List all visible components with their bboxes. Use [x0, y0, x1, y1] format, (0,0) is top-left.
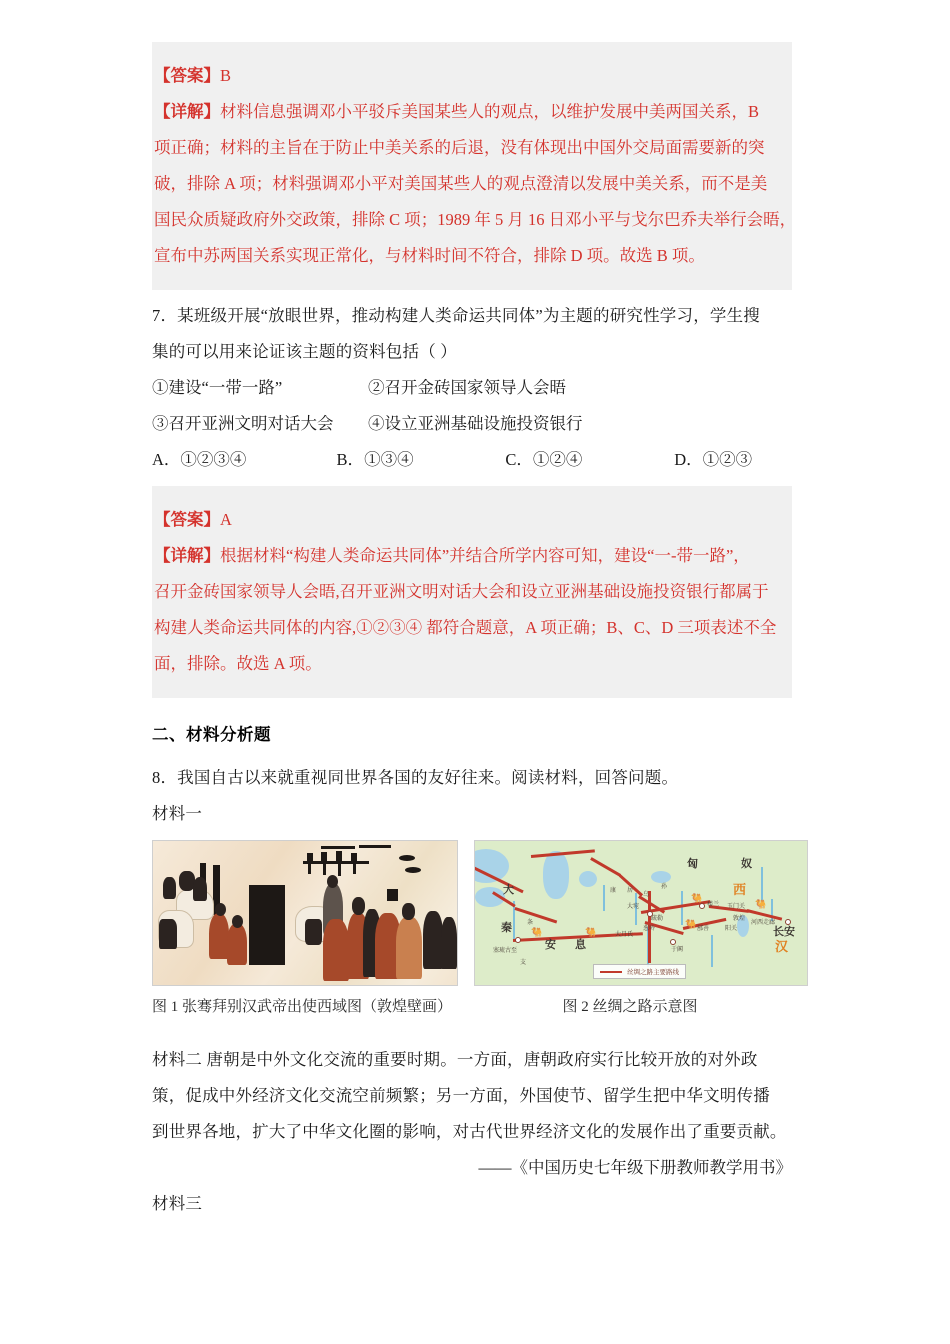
map-label-17: 大月氏	[615, 931, 634, 938]
map-label-7: 息	[575, 938, 586, 951]
camel-icon-3: 🐫	[691, 893, 703, 903]
question-7-choices	[152, 442, 792, 478]
figure-1-dunhuang-mural-image	[152, 840, 458, 986]
spacer-after-q7-panel	[152, 698, 792, 718]
figure-container	[152, 840, 795, 986]
choice-c-key: C．	[505, 450, 533, 469]
question-7-stem-line-1: 集的可以用来论证该主题的资料包括（ ）	[152, 342, 457, 361]
question-7-sub-option-4: ④设立亚洲基础设施投资银行	[368, 414, 583, 433]
mural-kneeling-figure-1	[209, 913, 229, 959]
map-legend	[593, 964, 686, 979]
material-two-line-1: 策，促成中外经济文化交流空前频繁；另一方面，外国使节、留学生把中华文明传播	[152, 1086, 770, 1105]
map-label-23: 阳关	[725, 925, 738, 932]
camel-icon-1: 🐫	[531, 927, 543, 937]
map-label-5: 秦	[501, 921, 512, 934]
mural-kneeling-head-2	[232, 915, 243, 928]
panel-top-spacer	[152, 42, 792, 58]
mural-canopy-2	[359, 845, 391, 848]
explain-line-q7-3: 面，排除。故选 A 项。	[154, 654, 322, 673]
map-label-14: 大宛	[627, 903, 640, 910]
mural-standing-figure-dark-6	[423, 911, 443, 969]
map-label-24: 河西走廊	[751, 919, 776, 926]
answer-value-q7: A	[220, 510, 232, 529]
document-content	[152, 42, 797, 1222]
mural-procession-leg-1	[308, 864, 311, 874]
choice-b-text: ①③④	[364, 450, 414, 469]
answer-label-q7: 【答案】	[154, 510, 220, 529]
mural-standing-head-2	[352, 897, 365, 915]
explain-line-q7-0	[152, 538, 792, 574]
question-7-sub-option-2: ②召开金砖国家领导人会晤	[368, 378, 566, 397]
mural-standing-head-5	[402, 903, 415, 920]
map-label-16: 葱岭	[643, 925, 656, 932]
mural-procession-figure-3	[336, 851, 342, 863]
map-label-25: 长安	[773, 925, 795, 938]
mural-standing-figure-dark-7	[441, 917, 457, 969]
map-label-9: 支	[520, 959, 527, 966]
map-river-7	[761, 867, 763, 901]
explain-line-q7-1: 召开金砖国家领导人会晤,召开亚洲文明对话大会和设立亚洲基础设施投资银行都属于	[154, 582, 769, 601]
choice-a[interactable]	[152, 442, 337, 478]
mural-standing-figure-5	[396, 917, 422, 979]
explain-text-q6-0: 材料信息强调邓小平驳斥美国某些人的观点，以维护发展中美两国关系，B	[220, 102, 760, 121]
map-river-5	[681, 891, 683, 925]
choice-d-text: ①②③	[702, 450, 753, 469]
spacer-after-q6-panel	[152, 290, 792, 298]
map-label-12: 乌	[643, 891, 650, 898]
figure-captions	[152, 986, 792, 1022]
mural-procession-figure-4	[351, 853, 357, 863]
map-label-20: 楼兰	[707, 901, 720, 908]
choice-b[interactable]	[337, 442, 506, 478]
answer-panel-q6	[152, 42, 797, 290]
mural-canopy	[321, 846, 355, 849]
explain-line-q6-4: 宣布中苏两国关系实现正常化，与材料时间不符合，排除 D 项。故选 B 项。	[154, 246, 705, 265]
mural-standing-figure-1	[323, 919, 349, 981]
choice-b-key: B．	[336, 450, 365, 469]
mural-figure-dark-1	[163, 877, 176, 899]
answer-line-q7	[152, 502, 792, 538]
map-label-13: 孙	[661, 883, 668, 890]
spacer-before-q7-panel	[152, 478, 792, 486]
camel-icon-2: 🐫	[585, 927, 597, 937]
map-label-0: 匈	[687, 857, 698, 870]
map-river-6	[711, 935, 713, 967]
map-label-4: 大	[503, 883, 514, 896]
map-label-1: 奴	[741, 857, 752, 870]
section-heading-2: 二、材料分析题	[152, 725, 271, 744]
choice-c-text: ①②④	[532, 450, 583, 469]
mural-procession-leg-2	[323, 864, 326, 875]
map-label-2: 西	[733, 883, 747, 898]
mural-distant-figure-1	[399, 855, 415, 861]
choice-d[interactable]	[674, 442, 792, 478]
camel-icon-5: 🐫	[755, 899, 767, 909]
mural-kneeling-head-1	[215, 903, 226, 916]
question-7-sub-option-row-1	[152, 406, 792, 442]
camel-icon-4: 🐫	[685, 919, 697, 929]
question-7-sub-option-row-0	[152, 370, 792, 406]
spacer-after-heading	[152, 752, 792, 760]
explain-line-q6-0	[152, 94, 792, 130]
material-two-line-0: 材料二 唐朝是中外文化交流的重要时期。一方面，唐朝政府实行比较开放的对外政	[152, 1050, 758, 1069]
mural-procession-leg-4	[353, 864, 356, 874]
explain-text-q7-0: 根据材料“构建人类命运共同体”并结合所学内容可知，建设“一-带一路”，	[220, 546, 750, 565]
map-label-10: 康	[610, 887, 617, 894]
map-label-6: 安	[545, 938, 556, 951]
answer-value-q6: B	[220, 66, 232, 85]
map-caspian-sea	[543, 851, 569, 899]
question-7-stem-line-0: 7．某班级开展“放眼世界，推动构建人类命运共同体”为主题的研究性学习，学生搜	[152, 306, 760, 325]
figure-1-caption: 图 1 张骞拜别汉武帝出使西域图（敦煌壁画）	[152, 999, 453, 1015]
map-label-15: 疏勒	[651, 915, 664, 922]
material-two-line-2: 到世界各地，扩大了中华文化圈的影响，对古代世界经济文化的发展作出了重要贡献。	[152, 1122, 787, 1141]
map-label-19: 鄯善	[697, 925, 710, 932]
mural-kneeling-figure-2	[227, 923, 247, 965]
mural-procession-leg-3	[338, 864, 341, 876]
map-label-11: 居	[627, 887, 634, 894]
material-three-label: 材料三	[152, 1194, 203, 1213]
map-legend-text: 丝绸之路主要路线	[627, 968, 679, 976]
answer-line-q6	[152, 58, 792, 94]
mural-procession-figure-2	[321, 852, 327, 863]
answer-label-q6: 【答案】	[154, 66, 220, 85]
map-label-26: 塞琉古至	[493, 947, 518, 954]
mural-procession-figure-1	[307, 853, 313, 863]
choice-d-key: D．	[674, 450, 703, 469]
map-city-marker-1	[515, 937, 521, 943]
panel-bottom-spacer-q7	[152, 682, 792, 696]
answer-panel-q7	[152, 486, 792, 698]
panel-top-spacer-q7	[152, 486, 792, 502]
mural-horse-saddle-1	[159, 919, 177, 949]
figure-2-map-wrapper	[474, 840, 808, 986]
map-label-18: 于阗	[671, 946, 684, 953]
choice-a-key: A．	[152, 450, 181, 469]
choice-a-text: ①②③④	[180, 450, 247, 469]
explain-label-q6: 【详解】	[154, 102, 220, 121]
map-label-22: 敦煌	[733, 915, 746, 922]
map-legend-swatch	[600, 971, 622, 973]
choice-c[interactable]	[505, 442, 674, 478]
figure-2-caption: 图 2 丝绸之路示意图	[562, 999, 698, 1015]
question-7-sub-option-3: ③召开亚洲文明对话大会	[152, 414, 334, 433]
map-river-2	[603, 885, 605, 911]
map-label-21: 玉门关	[727, 903, 746, 910]
map-label-8: 条	[527, 919, 534, 926]
mural-figure-dark-2	[193, 877, 207, 901]
map-route-west-3	[515, 907, 558, 923]
explain-line-q7-2: 构建人类命运共同体的内容,①②③④ 都符合题意，A 项正确；B、C、D 三项表述不全	[154, 618, 777, 637]
mural-small-box	[387, 889, 398, 901]
explain-line-q6-2: 破，排除 A 项；材料强调邓小平对美国某些人的观点澄清以发展中美关系，而不是美	[154, 174, 768, 193]
explain-line-q6-1: 项正确；材料的主旨在于防止中美关系的后退，没有体现出中国外交局面需要新的突	[154, 138, 765, 157]
question-8-stem: 8．我国自古以来就重视同世界各国的友好往来。阅读材料，回答问题。	[152, 768, 679, 787]
material-two-source: ——《中国历史七年级下册教师教学用书》	[478, 1158, 792, 1177]
mural-distant-figure-2	[405, 867, 421, 873]
question-7-sub-option-1: ①建设“一带一路”	[152, 378, 283, 397]
mural-standing-head-grey	[327, 875, 338, 888]
map-label-3: 汉	[775, 940, 789, 955]
figure-1-mural-wrapper	[152, 840, 458, 986]
mural-stele	[249, 885, 285, 965]
map-aral-sea	[579, 871, 597, 887]
panel-bottom-spacer	[152, 274, 792, 288]
explain-label-q7: 【详解】	[154, 546, 220, 565]
material-one-label: 材料一	[152, 804, 203, 823]
figure-2-silk-road-map-image	[474, 840, 808, 986]
spacer-after-figures	[152, 1022, 792, 1042]
explain-line-q6-3: 国民众质疑政府外交政策，排除 C 项；1989 年 5 月 16 日邓小平与戈尔巴乔夫举行会晤，	[154, 210, 797, 229]
mural-horse-shadow	[305, 919, 322, 945]
